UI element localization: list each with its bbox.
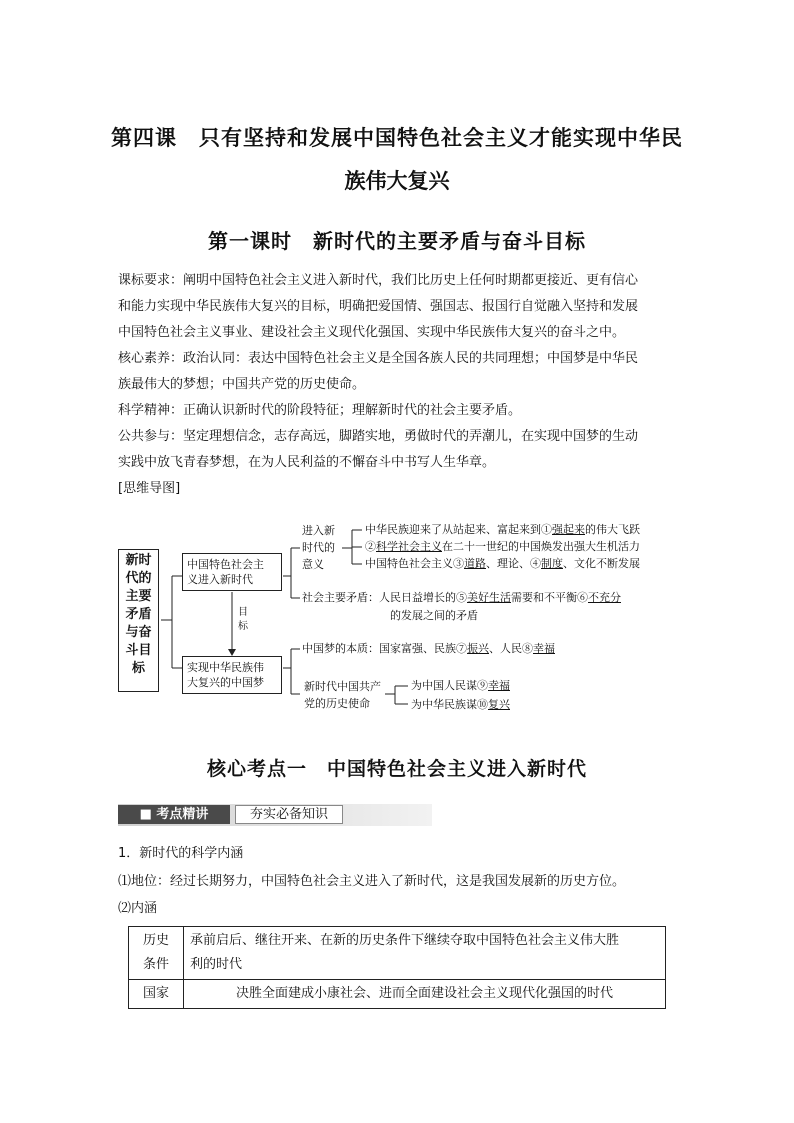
standard-line: 课标要求：阐明中国特色社会主义进入新时代，我们比历史上任何时期都更接近、更有信心 [118, 273, 639, 288]
item-text: 中国梦的本质：国家富强、民族⑦ [302, 642, 467, 655]
core-line: 族最伟大的梦想；中国共产党的历史使命。 [118, 377, 366, 392]
item-text: 、人民⑧ [489, 642, 533, 655]
arrow-label [238, 606, 248, 634]
meaning-line: 进入新 [302, 524, 335, 537]
point-heading: 1．新时代的科学内涵 [118, 846, 244, 861]
mission-item-1 [411, 677, 510, 695]
header-line: 国家 [142, 986, 169, 1001]
header-line: 历史 [142, 933, 169, 948]
item-text: 为中国人民谋⑨ [411, 679, 488, 692]
meaning-label [302, 522, 335, 573]
table-cell [184, 980, 666, 1009]
item-text: 、文化不断发展 [563, 557, 640, 570]
cell-line: 决胜全面建成小康社会、进而全面建设社会主义现代化强国的时代 [235, 986, 613, 1001]
item-text: 需要和不平衡⑥ [511, 591, 588, 604]
answer-4: 制度 [541, 557, 563, 570]
answer-2: 科学社会主义 [376, 540, 442, 553]
arrow-label-char: 标 [238, 621, 248, 632]
table-row [129, 980, 666, 1009]
meaning-item-3 [365, 555, 640, 573]
node-new-era [182, 553, 282, 591]
item-text: ② [365, 540, 376, 553]
answer-9: 幸福 [488, 679, 510, 692]
lesson-title: 第四课 只有坚持和发展中国特色社会主义才能实现中华民 [111, 126, 683, 150]
standard-line: 中国特色社会主义事业、建设社会主义现代化强国、实现中华民族伟大复兴的奋斗之中。 [118, 325, 626, 340]
arrow-label-char: 目 [238, 607, 248, 618]
mission-line: 新时代中国共产 [304, 680, 381, 693]
item-text: 、理论、④ [486, 557, 541, 570]
answer-3: 道路 [464, 557, 486, 570]
science-line: 科学精神：正确认识新时代的阶段特征；理解新时代的社会主要矛盾。 [118, 403, 522, 418]
public-line: 实践中放飞青春梦想，在为人民利益的不懈奋斗中书写人生华章。 [118, 455, 496, 470]
item-text: 的伟大飞跃 [585, 523, 640, 536]
standard-line: 和能力实现中华民族伟大复兴的目标，明确把爱国情、强国志、报国行自觉融入坚持和发展 [118, 299, 639, 314]
cell-line: 承前启后、继往开来、在新的历史条件下继续夺取中国特色社会主义伟大胜 [190, 933, 620, 948]
section-bar-sublabel: 夯实必备知识 [235, 805, 343, 824]
root-line: 标 [131, 661, 145, 676]
node-dream-line: 大复兴的中国梦 [187, 676, 264, 689]
node-new-era-line: 义进入新时代 [187, 573, 253, 586]
root-line: 斗目 [125, 643, 152, 658]
item-text: 在二十一世纪的中国焕发出强大生机活力 [442, 540, 640, 553]
meaning-line: 时代的 [302, 541, 335, 554]
root-line: 代的 [125, 571, 152, 586]
cell-line: 利的时代 [190, 957, 243, 972]
mission-item-2 [411, 696, 510, 714]
node-new-era-line: 中国特色社会主 [187, 558, 264, 571]
item-text: 中国特色社会主义③ [365, 557, 464, 570]
item-text: 为中华民族谋⑩ [411, 698, 488, 711]
answer-10: 复兴 [488, 698, 510, 711]
node-chinese-dream [182, 656, 282, 694]
answer-6: 不充分 [588, 591, 621, 604]
mission-label [304, 678, 381, 712]
contradiction-item-cont: 的发展之间的矛盾 [390, 609, 478, 622]
answer-5: 美好生活 [467, 591, 511, 604]
contradiction-item [302, 589, 621, 607]
item-text: 中华民族迎来了从站起来、富起来到① [365, 523, 552, 536]
core-line: 核心素养：政治认同：表达中国特色社会主义是全国各族人民的共同理想；中国梦是中华民 [118, 351, 639, 366]
point-connotation: ⑵内涵 [118, 901, 158, 916]
node-dream-line: 实现中华民族伟 [187, 661, 264, 674]
mindmap-label: [思维导图] [118, 481, 181, 496]
root-line: 新时 [125, 553, 152, 568]
meaning-item-2 [365, 538, 640, 556]
root-line: 主要 [125, 589, 152, 604]
point-status: ⑴地位：经过长期努力，中国特色社会主义进入了新时代，这是我国发展新的历史方位。 [118, 874, 626, 889]
meaning-line: 意义 [302, 558, 324, 571]
arrow-head-icon [228, 649, 236, 656]
root-line: 矛盾 [125, 607, 152, 622]
mind-map-root [118, 549, 159, 692]
section-bar-label: ■ 考点精讲 [118, 805, 230, 824]
table-header-cell [129, 980, 184, 1009]
answer-8: 幸福 [533, 642, 555, 655]
root-line: 与奋 [125, 625, 152, 640]
answer-7: 振兴 [467, 642, 489, 655]
mission-line: 党的历史使命 [304, 697, 370, 710]
period-title: 第一课时 新时代的主要矛盾与奋斗目标 [208, 229, 586, 253]
lesson-title-cont: 族伟大复兴 [344, 169, 450, 193]
dream-essence-item [302, 640, 555, 658]
answer-1: 强起来 [552, 523, 585, 536]
table-row [129, 927, 666, 980]
table-cell [184, 927, 666, 980]
item-text: 社会主要矛盾：人民日益增长的⑤ [302, 591, 467, 604]
connotation-table [128, 926, 666, 1009]
section-title: 核心考点一 中国特色社会主义进入新时代 [206, 758, 587, 780]
table-header-cell [129, 927, 184, 980]
public-line: 公共参与：坚定理想信念，志存高远，脚踏实地，勇做时代的弄潮儿，在实现中国梦的生动 [118, 429, 639, 444]
header-line: 条件 [142, 957, 169, 972]
meaning-item-1 [365, 521, 640, 539]
